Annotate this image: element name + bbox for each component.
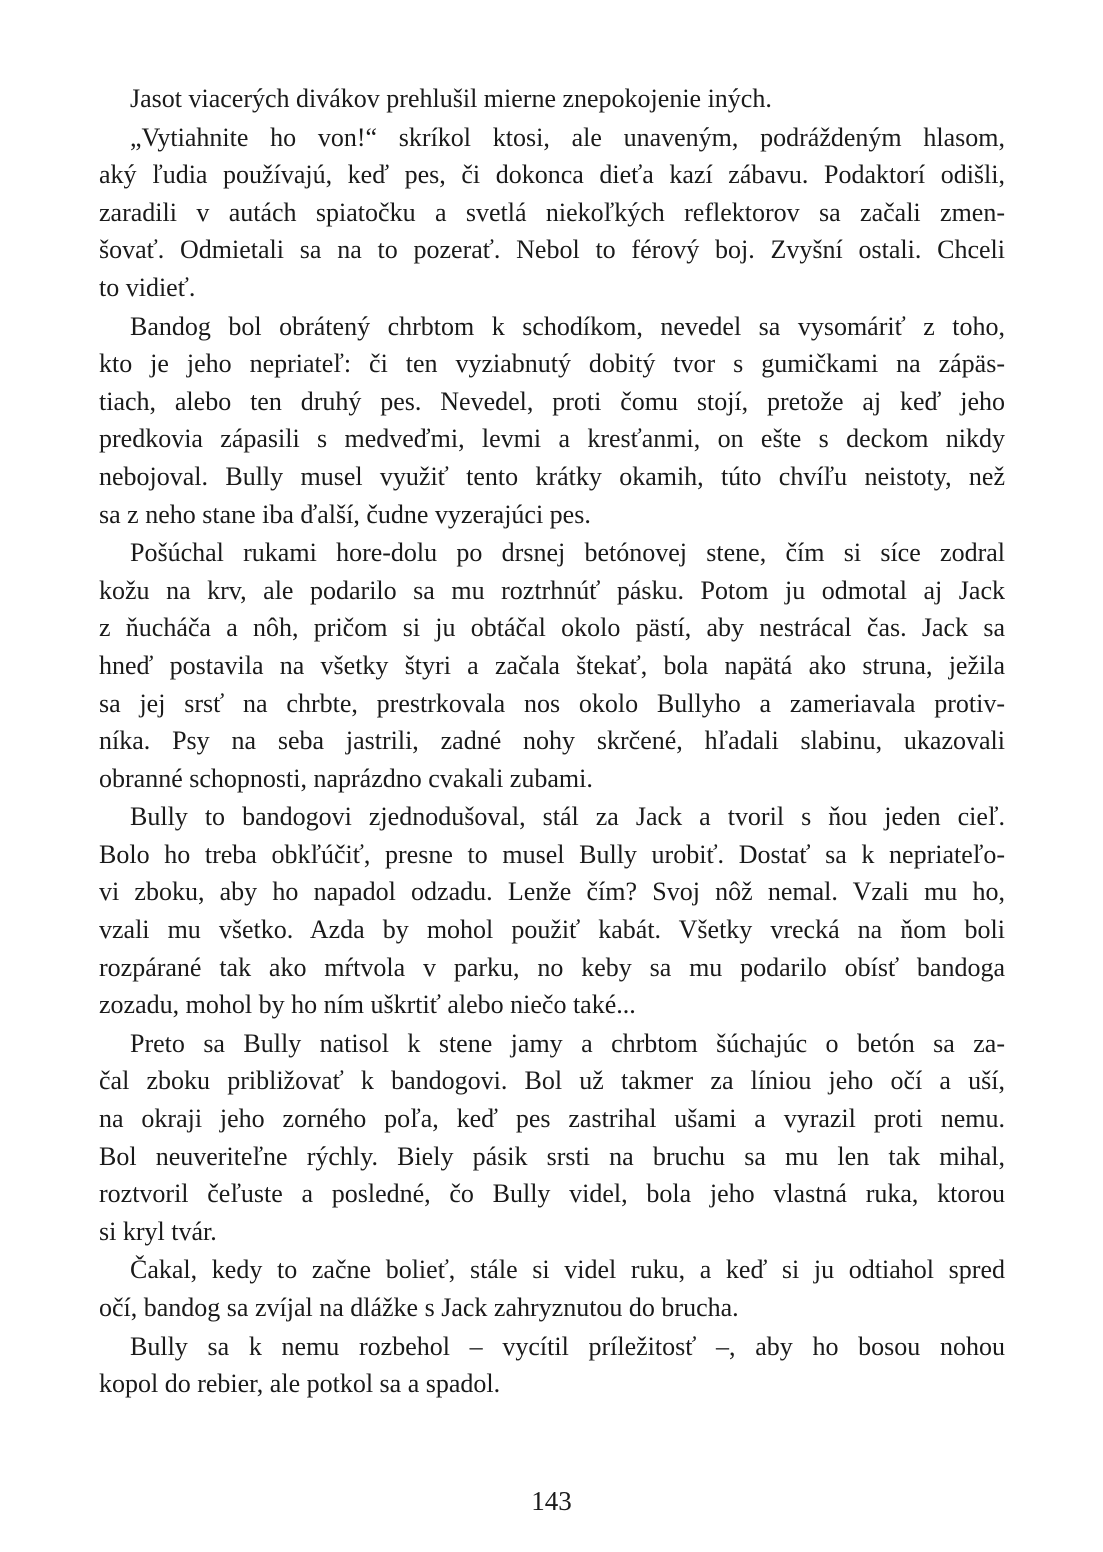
page-body-text — [99, 80, 1005, 1404]
text-line: na okraji jeho zorného poľa, keď pes zastrihal ušami a vyrazil proti nemu. — [99, 1104, 1005, 1134]
text-line: kožu na krv, ale podarilo sa mu roztrhnúť pásku. Potom ju odmotal aj Jack — [99, 575, 1005, 605]
text-line: šovať. Odmietali sa na to pozerať. Nebol to férový boj. Zvyšní ostali. Chceli — [99, 235, 1005, 265]
text-line: Bolo ho treba obkľúčiť, presne to musel Bully urobiť. Dostať sa k nepriateľo- — [99, 839, 1005, 869]
text-line: to vidieť. — [99, 272, 196, 302]
page-number: 143 — [531, 1486, 572, 1516]
text-line: Pošúchal rukami hore-dolu po drsnej betónovej stene, čím si síce zodral — [130, 538, 1005, 568]
text-line: Preto sa Bully natisol k stene jamy a chrbtom šúchajúc o betón sa za- — [130, 1028, 1005, 1058]
text-line: níka. Psy na seba jastrili, zadné nohy skrčené, hľadali slabinu, ukazovali — [99, 726, 1005, 756]
text-line: Bully to bandogovi zjednodušoval, stál za Jack a tvoril s ňou jeden cieľ. — [130, 802, 1005, 832]
text-line: tiach, alebo ten druhý pes. Nevedel, proti čomu stojí, pretože aj keď jeho — [99, 386, 1005, 416]
text-line: obranné schopnosti, naprázdno cvakali zubami. — [99, 763, 593, 793]
paragraph — [99, 308, 1005, 534]
text-line: nebojoval. Bully musel využiť tento krátky okamih, túto chvíľu neistoty, než — [99, 461, 1005, 491]
text-line: vi zboku, aby ho napadol odzadu. Lenže čím? Svoj nôž nemal. Vzali mu ho, — [99, 877, 1005, 907]
text-line: kopol do rebier, ale potkol sa a spadol. — [99, 1369, 501, 1399]
text-line: Bully sa k nemu rozbehol – vycítil príležitosť –, aby ho bosou nohou — [130, 1331, 1005, 1361]
text-line: „Vytiahnite ho von!“ skríkol ktosi, ale unaveným, podráždeným hlasom, — [130, 122, 1005, 152]
text-line: predkovia zápasili s medveďmi, levmi a kresťanmi, on ešte s deckom nikdy — [99, 424, 1005, 454]
paragraph — [99, 1251, 1005, 1326]
text-line: očí, bandog sa zvíjal na dlážke s Jack zahryznutou do brucha. — [99, 1293, 739, 1322]
text-line: Bol neuveriteľne rýchly. Biely pásik srsti na bruchu sa mu len tak mihal, — [99, 1141, 1005, 1171]
paragraph — [99, 534, 1005, 797]
paragraph — [99, 1025, 1005, 1251]
text-line: rozpárané tak ako mŕtvola v parku, no keby sa mu podarilo obísť bandoga — [99, 952, 1005, 982]
paragraph — [99, 119, 1005, 307]
text-line: čal zboku približovať k bandogovi. Bol už takmer za líniou jeho očí a uší, — [99, 1066, 1005, 1096]
text-line: roztvoril čeľuste a posledné, čo Bully videl, bola jeho vlastná ruka, ktorou — [99, 1179, 1005, 1209]
text-line: zozadu, mohol by ho ním uškrtiť alebo niečo také... — [99, 990, 636, 1020]
text-line: zaradili v autách spiatočku a svetlá niekoľkých reflektorov sa začali zmen- — [99, 197, 1005, 227]
text-line: z ňucháča a nôh, pričom si ju obtáčal okolo pästí, aby nestrácal čas. Jack sa — [99, 613, 1005, 643]
text-line: kto je jeho nepriateľ: či ten vyziabnutý dobitý tvor s gumičkami na zápäs- — [99, 349, 1005, 379]
text-line: si kryl tvár. — [99, 1216, 217, 1246]
text-line: hneď postavila na všetky štyri a začala štekať, bola napätá ako struna, ježila — [99, 650, 1005, 680]
paragraph — [99, 80, 1005, 118]
paragraph — [99, 1328, 1005, 1403]
text-line: sa z neho stane iba ďalší, čudne vyzerajúci pes. — [99, 499, 591, 529]
text-line: vzali mu všetko. Azda by mohol použiť kabát. Všetky vrecká na ňom boli — [99, 915, 1005, 945]
text-line: Jasot viacerých divákov prehlušil mierne znepokojenie iných. — [130, 84, 772, 113]
paragraph — [99, 798, 1005, 1024]
text-line: sa jej srsť na chrbte, prestrkovala nos okolo Bullyho a zameriavala protiv- — [99, 688, 1005, 718]
text-line: aký ľudia používajú, keď pes, či dokonca dieťa kazí zábavu. Podaktorí odišli, — [99, 160, 1005, 190]
text-line: Čakal, kedy to začne bolieť, stále si videl ruku, a keď si ju odtiahol spred — [130, 1255, 1005, 1285]
text-line: Bandog bol obrátený chrbtom k schodíkom, nevedel sa vysomáriť z toho, — [130, 311, 1005, 341]
